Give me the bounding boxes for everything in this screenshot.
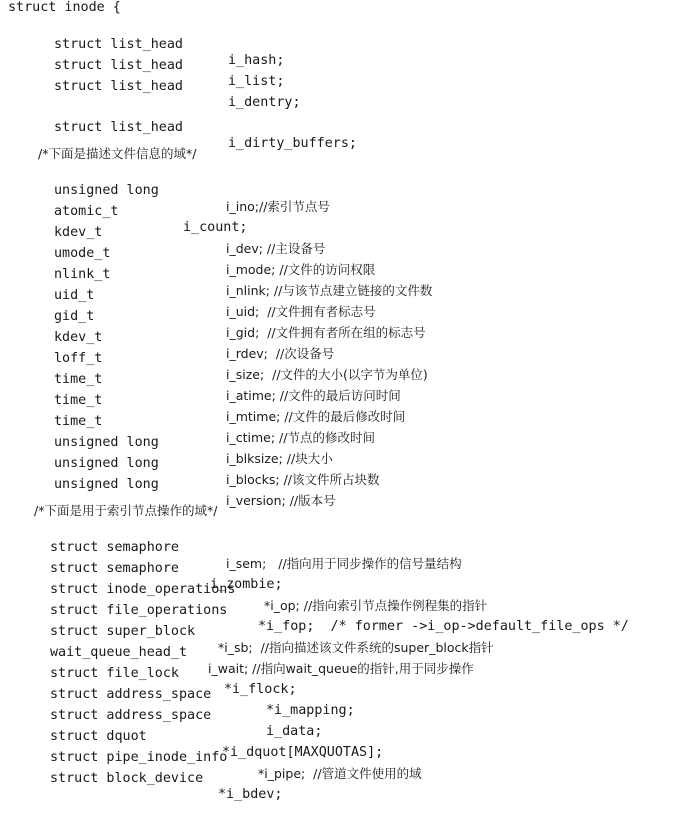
field-name: i_count;: [183, 220, 248, 235]
field-type: kdev_t: [54, 225, 103, 240]
field-name: i_atime; //文件的最后访问时间: [226, 388, 401, 403]
struct-header: struct inode {: [8, 0, 121, 15]
field-name: i_gid; //文件拥有者所在组的标志号: [226, 325, 426, 340]
field-type: kdev_t: [54, 330, 103, 345]
field-type: time_t: [54, 393, 103, 408]
field-type: struct list_head: [54, 79, 183, 94]
field-name: i_ctime; //节点的修改时间: [226, 430, 375, 445]
field-type: struct file_operations: [50, 603, 228, 618]
field-type: struct semaphore: [50, 561, 179, 576]
field-type: wait_queue_head_t: [50, 645, 188, 660]
field-name: i_version; //版本号: [226, 493, 336, 508]
field-name: i_blocks; //该文件所占块数: [226, 472, 380, 487]
field-name: i_rdev; //次设备号: [226, 346, 335, 361]
field-name: *i_dquot[MAXQUOTAS];: [222, 745, 384, 760]
section-comment-info: /*下面是描述文件信息的域*/: [38, 146, 197, 161]
field-type: struct list_head: [54, 120, 183, 135]
field-name: i_blksize; //块大小: [226, 451, 333, 466]
field-name: i_nlink; //与该节点建立链接的文件数: [226, 283, 433, 298]
field-name: *i_flock;: [224, 682, 297, 697]
field-name: i_hash;: [228, 53, 285, 68]
field-name: i_sem; //指向用于同步操作的信号量结构: [226, 556, 462, 571]
field-name: i_uid; //文件拥有者标志号: [226, 304, 376, 319]
field-name: i_dev; //主设备号: [226, 241, 326, 256]
field-type: umode_t: [54, 246, 111, 261]
field-type: time_t: [54, 372, 103, 387]
field-type: nlink_t: [54, 267, 111, 282]
field-type: struct inode_operations: [50, 582, 236, 597]
field-type: unsigned long: [54, 183, 159, 198]
field-type: struct super_block: [50, 624, 196, 639]
field-name: i_zombie;: [210, 577, 283, 592]
field-name: i_ino;//索引节点号: [226, 199, 330, 214]
field-type: struct list_head: [54, 37, 183, 52]
field-name: i_wait; //指向wait_queue的指针,用于同步操作: [208, 661, 474, 676]
field-name: *i_pipe; //管道文件使用的域: [258, 766, 422, 781]
field-type: atomic_t: [54, 204, 119, 219]
field-type: struct pipe_inode_info: [50, 750, 228, 765]
field-type: gid_t: [54, 309, 95, 324]
field-type: struct address_space: [50, 708, 212, 723]
field-type: struct semaphore: [50, 540, 179, 555]
field-type: time_t: [54, 414, 103, 429]
field-name: *i_bdev;: [218, 787, 283, 802]
field-type: unsigned long: [54, 435, 159, 450]
field-name: i_mtime; //文件的最后修改时间: [226, 409, 406, 424]
field-name: i_dirty_buffers;: [228, 136, 357, 151]
field-type: uid_t: [54, 288, 95, 303]
field-type: struct dquot: [50, 729, 147, 744]
field-name: *i_fop; /* former ->i_op->default_file_ops */: [258, 619, 629, 634]
field-name: i_list;: [228, 74, 285, 89]
field-name: *i_op; //指向索引节点操作例程集的指针: [264, 598, 488, 613]
field-type: struct file_lock: [50, 666, 179, 681]
section-comment-ops: /*下面是用于索引节点操作的域*/: [34, 503, 218, 518]
field-name: i_data;: [266, 724, 323, 739]
field-type: struct address_space: [50, 687, 212, 702]
field-type: loff_t: [54, 351, 103, 366]
field-type: struct list_head: [54, 58, 183, 73]
field-type: unsigned long: [54, 477, 159, 492]
field-name: i_size; //文件的大小(以字节为单位): [226, 367, 428, 382]
field-name: i_mode; //文件的访问权限: [226, 262, 376, 277]
field-name: i_dentry;: [228, 95, 301, 110]
field-type: unsigned long: [54, 456, 159, 471]
field-name: *i_sb; //指向描述该文件系统的super_block指针: [218, 640, 494, 655]
field-type: struct block_device: [50, 771, 204, 786]
field-name: *i_mapping;: [266, 703, 355, 718]
